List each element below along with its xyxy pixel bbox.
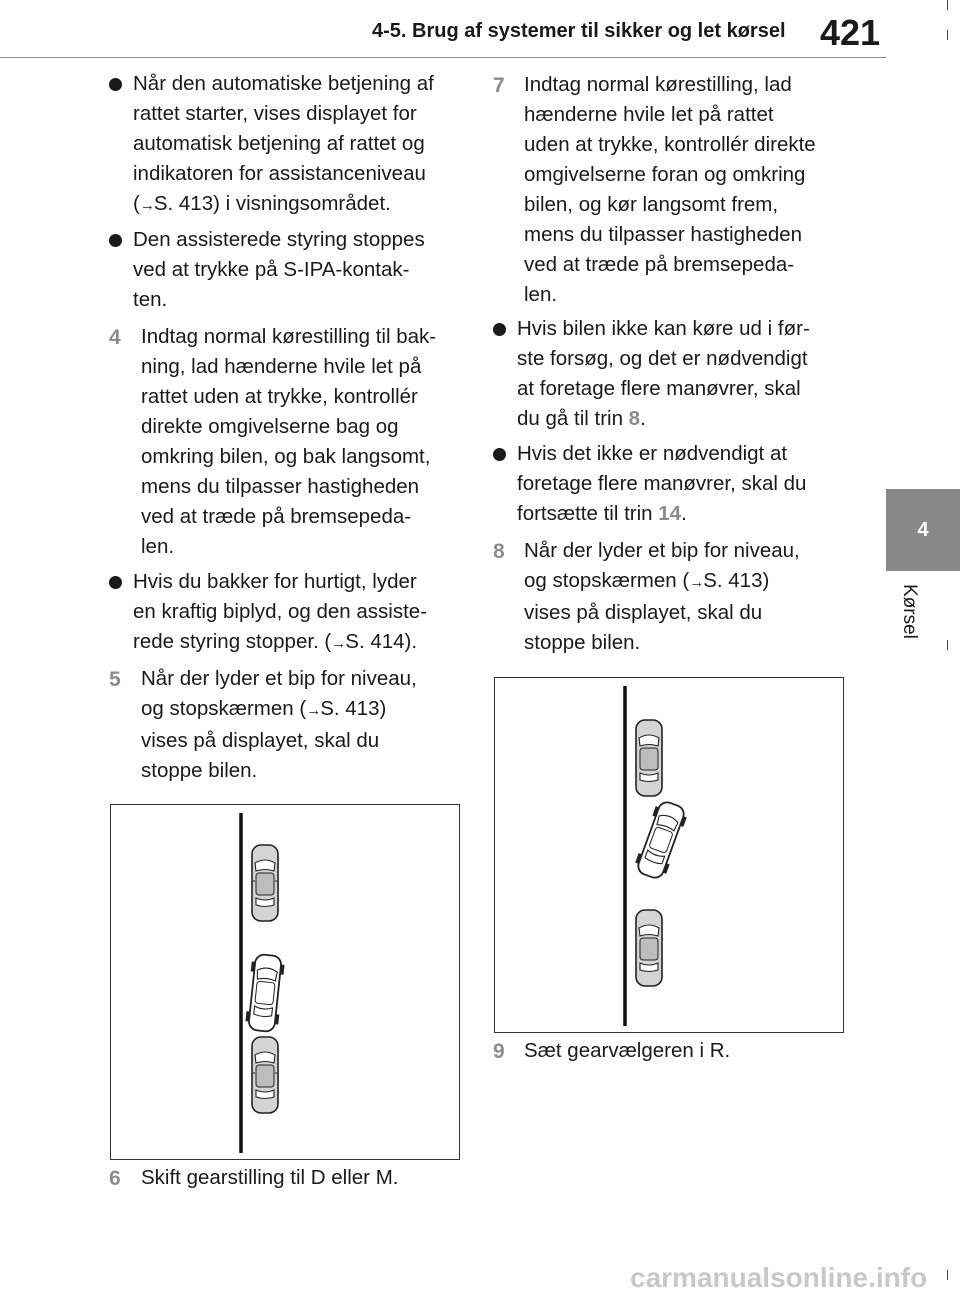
arrow-icon: → (689, 574, 704, 591)
step-number: 8 (493, 540, 505, 563)
step-number: 9 (493, 1040, 505, 1063)
step-7-text: Indtag normal kørestilling, lad hænderne hvile let på rattet uden at trykke, kontrollér direkte omgivelserne foran og omkring bilen, og kør langsomt frem, mens du tilpasser hastigheden ved at træde på bremsepeda- len. (524, 73, 816, 306)
step-5-text: Når der lyder et bip for niveau, og stopskærmen (→S. 413) vises på displayet, skal du stoppe bilen. (141, 667, 417, 782)
step-6-text: Skift gearstilling til D eller M. (141, 1166, 399, 1189)
parked-car-rear (252, 1037, 278, 1113)
step-8-text: Når der lyder et bip for niveau, og stopskærmen (→S. 413) vises på displayet, skal du stoppe bilen. (524, 539, 800, 654)
step-number: 7 (493, 74, 505, 97)
step-number: 4 (109, 326, 121, 349)
header-divider (0, 57, 886, 58)
step-4-text: Indtag normal kørestilling til bak- ning, lad hænderne hvile let på rattet uden at trykke, kontrollér direkte omgivelserne bag og omkring bilen, og bak langsomt, mens du tilpasser hastigheden ved at træde på bremsepeda- len. (141, 325, 437, 558)
bullet-icon (493, 323, 506, 336)
arrow-icon: → (331, 635, 346, 652)
parking-diagram-forward (494, 677, 844, 1033)
bullet-icon (109, 234, 122, 247)
crop-mark (947, 30, 948, 40)
section-title: 4-5. Brug af systemer til sikker og let kørsel (372, 20, 786, 42)
chapter-label: Kørsel (899, 584, 920, 639)
parked-car-front (252, 845, 278, 921)
bullet-icon (109, 576, 122, 589)
step-number: 6 (109, 1167, 121, 1190)
watermark: carmanualsonline.info (630, 1262, 928, 1293)
own-car (246, 954, 284, 1033)
bullet-icon (109, 78, 122, 91)
bullet-multiple-maneuvers: Hvis bilen ikke kan køre ud i før- ste forsøg, og det er nødvendigt at foretage flere manøvrer, skal du gå til trin 8. (517, 317, 810, 430)
bullet-automatic-steering: Når den automatiske betjening af rattet starter, vises displayet for automatisk betjening af rattet og indikatoren for assistanceniveau (→S. 413) i visningsområdet. (133, 72, 434, 215)
bullet-no-maneuvers: Hvis det ikke er nødvendigt at foretage flere manøvrer, skal du fortsætte til trin 14. (517, 442, 807, 525)
crop-mark (947, 640, 948, 650)
parked-car-front (636, 720, 662, 796)
step-number: 5 (109, 668, 121, 691)
parked-car-rear (636, 910, 662, 986)
step-reference[interactable]: 14 (658, 502, 682, 525)
bullet-assisted-steering-stop: Den assisterede styring stoppes ved at trykke på S-IPA-kontak- ten. (133, 228, 425, 311)
bullet-icon (493, 448, 506, 461)
page-number: 421 (820, 12, 881, 53)
arrow-icon: → (139, 197, 154, 214)
crop-mark (947, 0, 948, 10)
crop-mark (947, 1270, 948, 1280)
arrow-icon: → (306, 702, 321, 719)
parking-diagram-reverse (110, 804, 460, 1160)
step-9-text: Sæt gearvælgeren i R. (524, 1039, 731, 1062)
step-reference[interactable]: 8 (628, 407, 641, 430)
bullet-reverse-too-fast: Hvis du bakker for hurtigt, lyder en kraftig biplyd, og den assiste- rede styring stopper. (→S. 414). (133, 570, 427, 653)
own-car (634, 799, 688, 881)
chapter-tab[interactable] (886, 489, 960, 571)
chapter-number: 4 (917, 519, 929, 541)
